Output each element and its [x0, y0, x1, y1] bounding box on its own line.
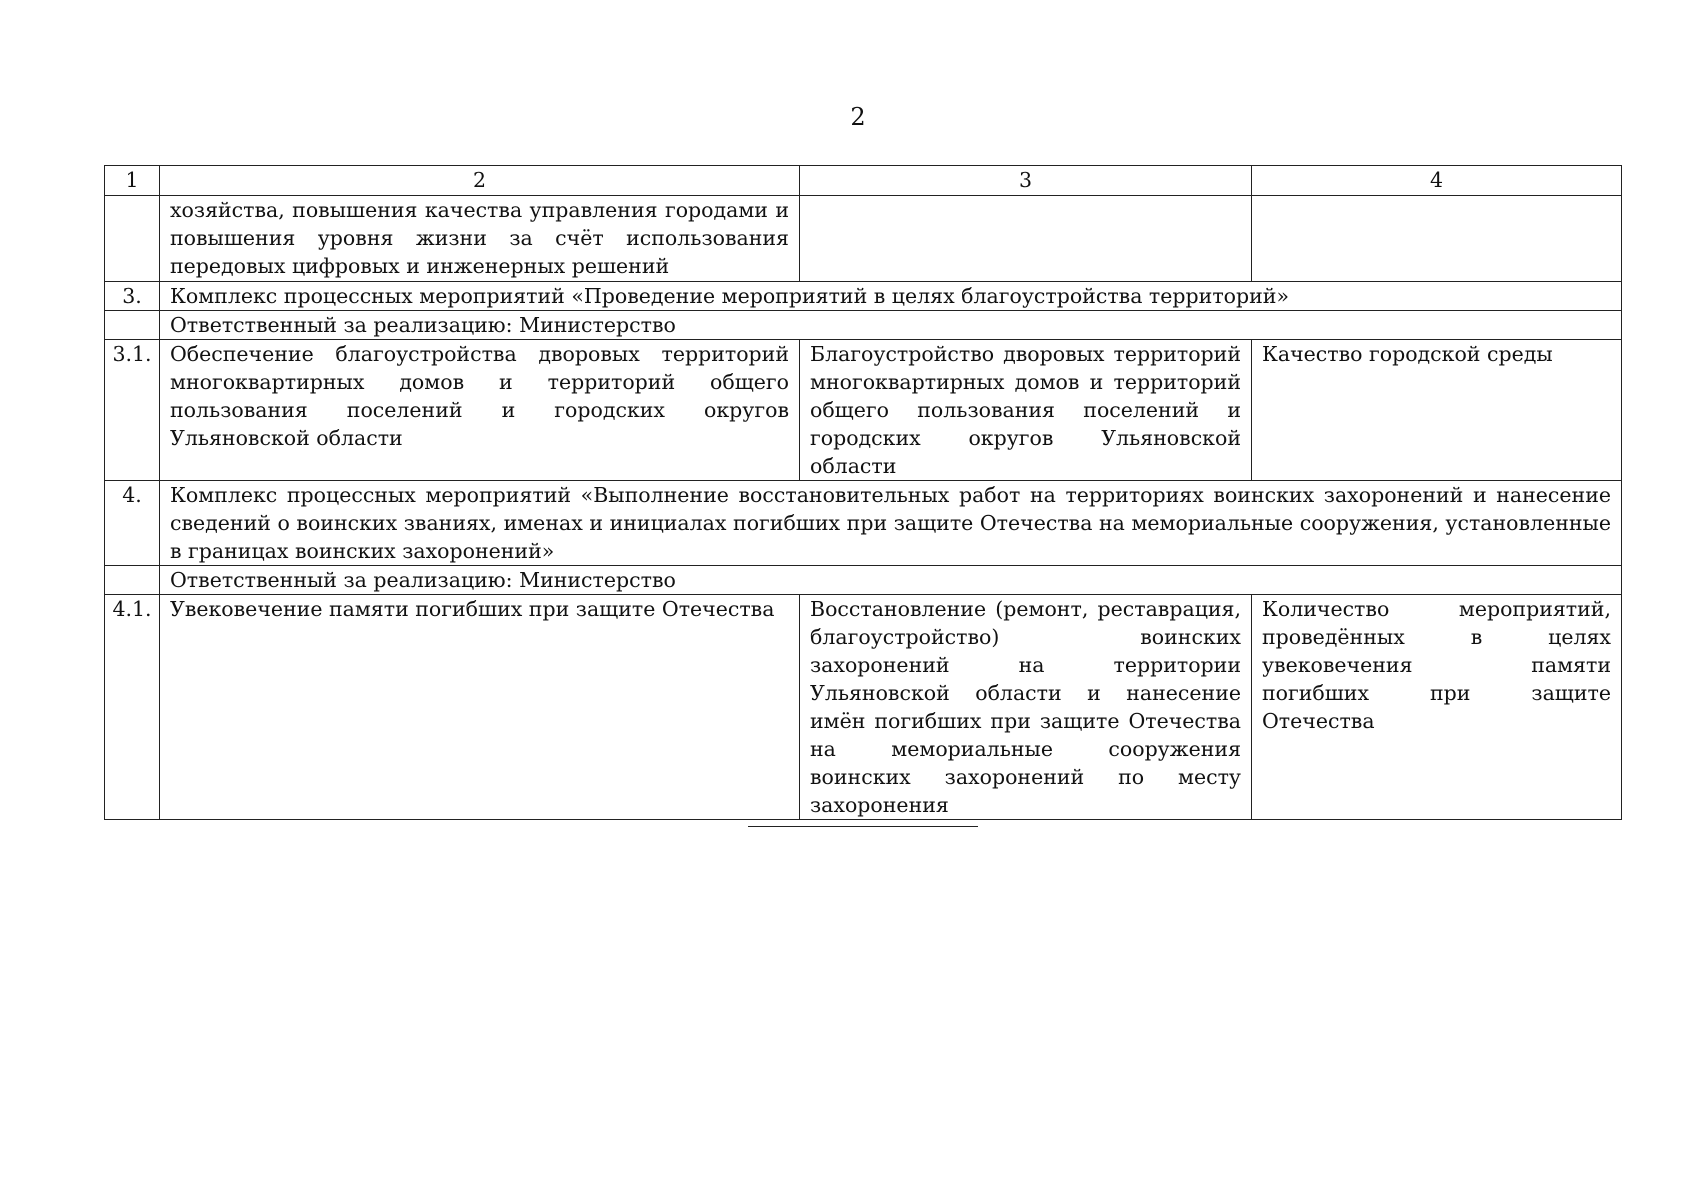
table-row [105, 196, 1622, 282]
indicator-cell: Качество городской среды [1252, 340, 1622, 481]
task-cell: Увековечение памяти погибших при защите Отечества [160, 595, 800, 820]
closing-rule [748, 826, 978, 827]
responsible-text: Ответственный за реализацию: Министерство [160, 566, 1622, 595]
task-cell: хозяйства, повышения качества управления городами и повышения уровня жизни за счёт использования передовых цифровых и инженерных решений [160, 196, 800, 282]
task-cell: Обеспечение благоустройства дворовых территорий многоквартирных домов и территорий общего пользования поселений и городских округов Ульяновской области [160, 340, 800, 481]
page-number: 2 [850, 103, 866, 131]
result-cell [800, 196, 1252, 282]
header-cell: 1 [105, 166, 160, 196]
program-table [104, 165, 1622, 820]
indicator-cell: Количество мероприятий, проведённых в целях увековечения памяти погибших при защите Отечества [1252, 595, 1622, 820]
item-number: 4.1. [105, 595, 160, 820]
section-number: 3. [105, 282, 160, 311]
responsible-text: Ответственный за реализацию: Министерство [160, 311, 1622, 340]
indicator-cell [1252, 196, 1622, 282]
header-cell: 2 [160, 166, 800, 196]
header-cell: 4 [1252, 166, 1622, 196]
responsible-row [105, 311, 1622, 340]
item-number: 3.1. [105, 340, 160, 481]
section-title-row [105, 282, 1622, 311]
table-header-row [105, 166, 1622, 196]
section-title: Комплекс процессных мероприятий «Проведение мероприятий в целях благоустройства территорий» [160, 282, 1622, 311]
section-number: 4. [105, 481, 160, 566]
number-cell [105, 566, 160, 595]
section-title: Комплекс процессных мероприятий «Выполнение восстановительных работ на территориях воинских захоронений и нанесение сведений о воинских званиях, именах и инициалах погибших при защите Отечества на мемориальные сооружения, установленные в границах воинских захоронений» [160, 481, 1622, 566]
table-row [105, 340, 1622, 481]
result-cell: Благоустройство дворовых территорий многоквартирных домов и территорий общего пользования поселений и городских округов Ульяновской области [800, 340, 1252, 481]
result-cell: Восстановление (ремонт, реставрация, благоустройство) воинских захоронений на территории Ульяновской области и нанесение имён погибших при защите Отечества на мемориальные сооружения воинских захоронений по месту захоронения [800, 595, 1252, 820]
table-row [105, 595, 1622, 820]
number-cell [105, 311, 160, 340]
section-title-row [105, 481, 1622, 566]
number-cell [105, 196, 160, 282]
header-cell: 3 [800, 166, 1252, 196]
responsible-row [105, 566, 1622, 595]
